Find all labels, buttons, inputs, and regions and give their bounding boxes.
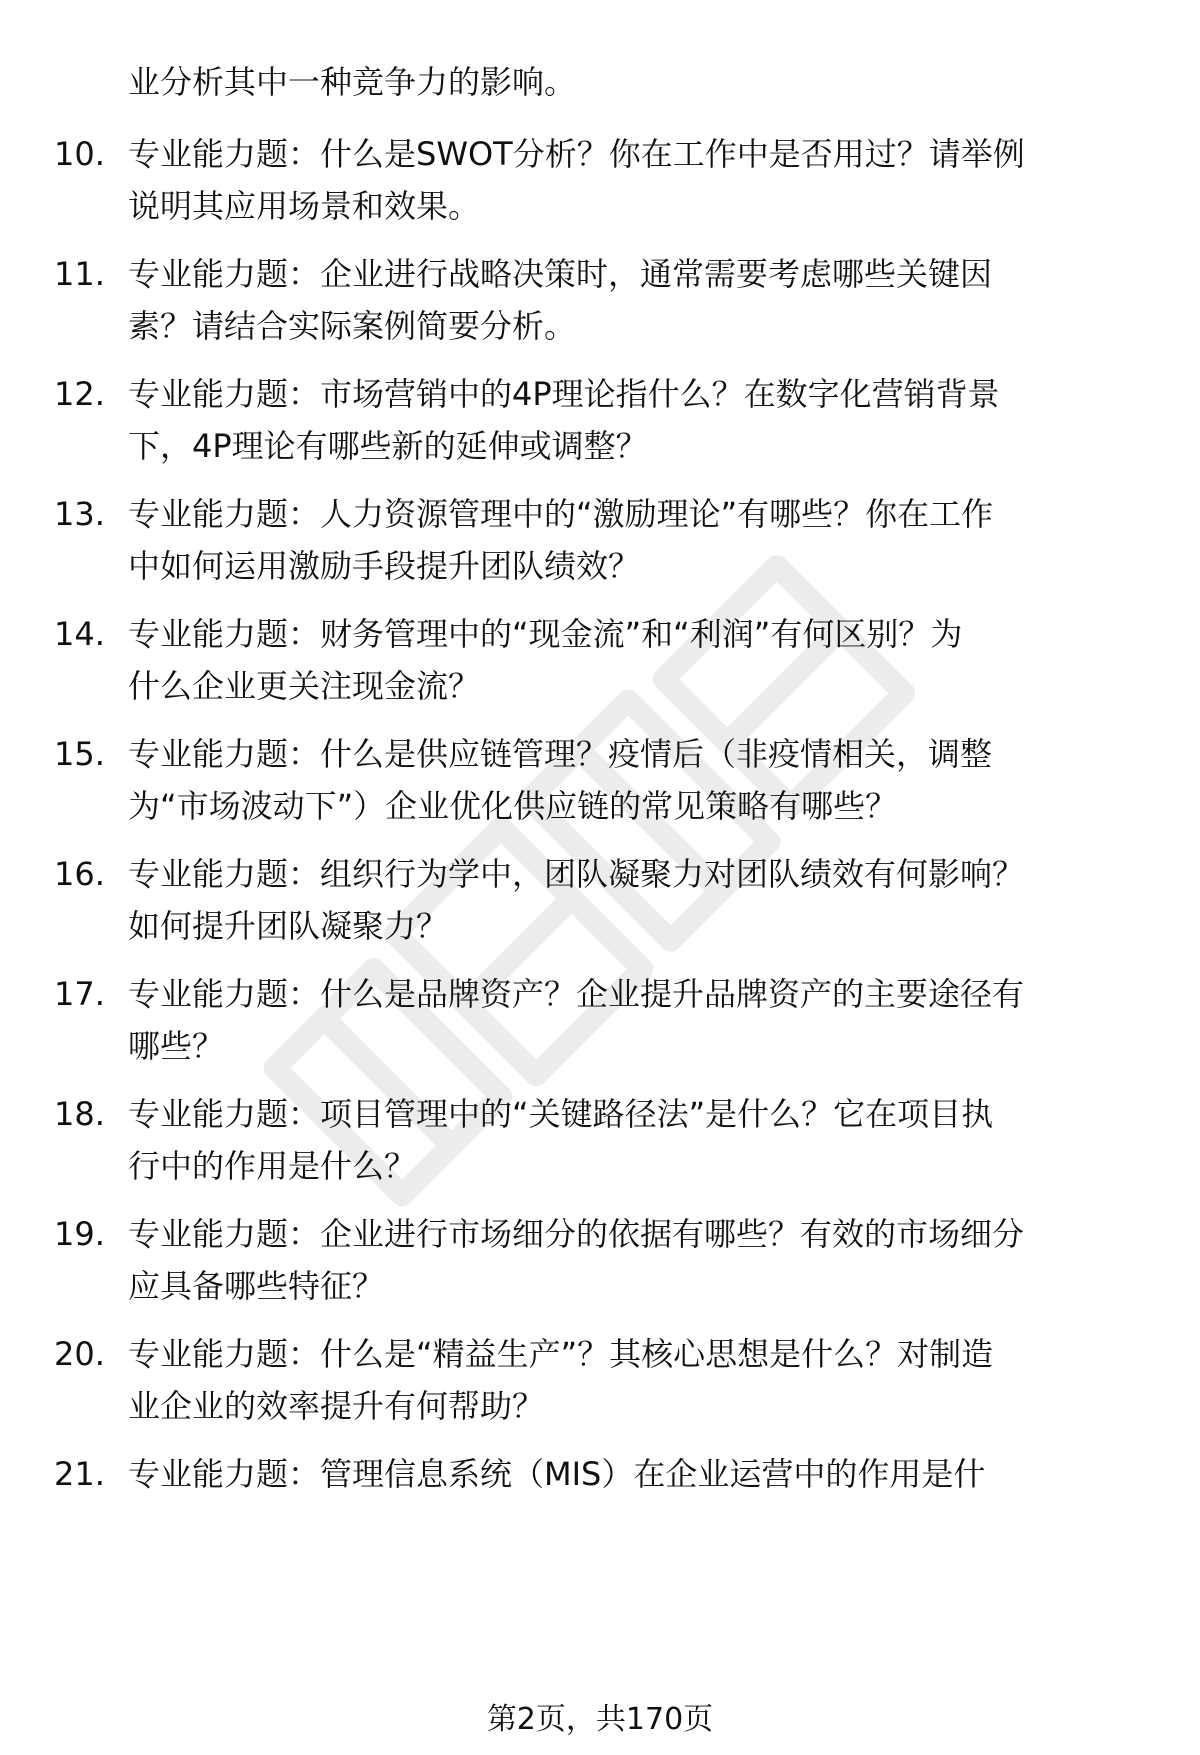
continued-text-line: 业分析其中一种竞争力的影响。 [128,63,577,101]
question-number: 11. [54,255,105,293]
question-text: 专业能力题：什么是供应链管理？疫情后（非疫情相关，调整 为“市场波动下”）企业优化供应链的常见策略有哪些？ [128,735,993,825]
question-text: 专业能力题：财务管理中的“现金流”和“利润”有何区别？为 什么企业更关注现金流？ [128,615,963,705]
question-number: 14. [54,615,105,653]
question-text: 专业能力题：市场营销中的4P理论指什么？在数字化营销背景 下，4P理论有哪些新的延伸或调整？ [128,375,1000,465]
question-number: 18. [54,1095,105,1133]
question-text: 专业能力题：项目管理中的“关键路径法”是什么？它在项目执 行中的作用是什么？ [128,1095,994,1185]
question-text: 专业能力题：企业进行市场细分的依据有哪些？有效的市场细分 应具备哪些特征？ [128,1215,1025,1305]
question-text: 专业能力题：什么是SWOT分析？你在工作中是否用过？请举例 说明其应用场景和效果。 [128,135,1025,225]
question-number: 21. [54,1455,105,1493]
question-number: 19. [54,1215,105,1253]
page-footer: 第2页，共170页 [486,1702,714,1737]
question-number: 12. [54,375,105,413]
question-number: 16. [54,855,105,893]
question-text: 专业能力题：什么是“精益生产”？其核心思想是什么？对制造 业企业的效率提升有何帮助？ [128,1335,994,1425]
question-number: 20. [54,1335,105,1373]
question-text: 专业能力题：人力资源管理中的“激励理论”有哪些？你在工作 中如何运用激励手段提升团队绩效？ [128,495,994,585]
question-number: 15. [54,735,105,773]
question-text: 专业能力题：企业进行战略决策时，通常需要考虑哪些关键因 素？请结合实际案例简要分析。 [128,255,993,345]
question-text: 专业能力题：管理信息系统（MIS）在企业运营中的作用是什 [128,1455,986,1493]
question-number: 17. [54,975,105,1013]
question-text: 专业能力题：什么是品牌资产？企业提升品牌资产的主要途径有 哪些？ [128,975,1025,1065]
question-text: 专业能力题：组织行为学中，团队凝聚力对团队绩效有何影响？ 如何提升团队凝聚力？ [128,855,1025,945]
question-number: 10. [54,135,105,173]
question-number: 13. [54,495,105,533]
